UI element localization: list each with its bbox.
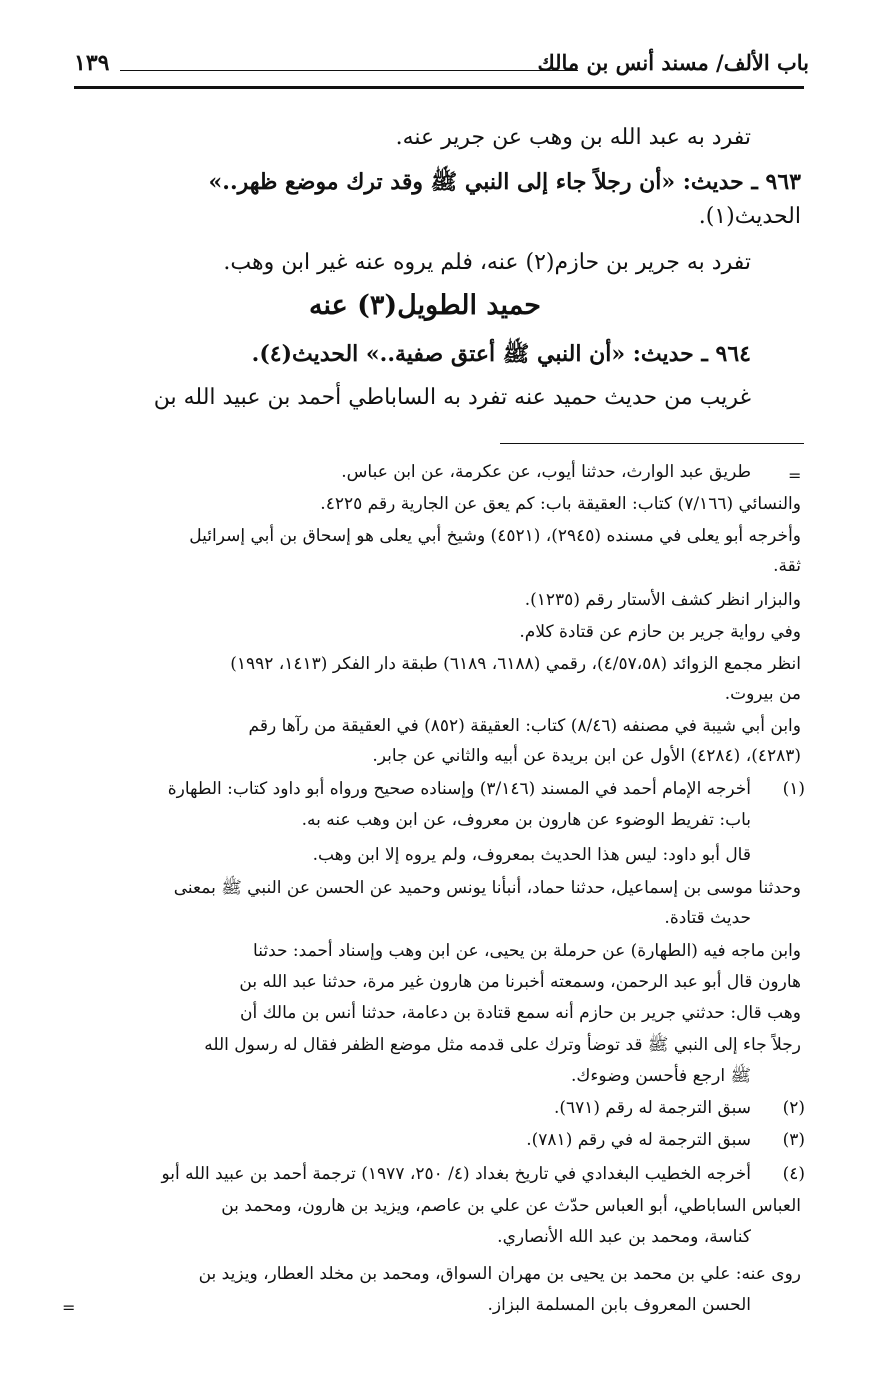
main-line-7: غريب من حديث حميد عنه تفرد به الساباطي أحمد بن عبيد الله بن [153,385,751,410]
footnote-line: وابن أبي شيبة في مصنفه (٨/٤٦) كتاب: العقيقة (٨٥٢) في العقيقة من رآها رقم [248,716,801,736]
footnote-number: (٤) [782,1164,805,1184]
footnote-line: باب: تفريط الوضوء عن هارون بن معروف، عن ابن وهب عنه به. [301,810,751,830]
footnote-line: حديث قتادة. [664,908,751,928]
header-rule [74,86,804,89]
footnote-line: كناسة، ومحمد بن عبد الله الأنصاري. [497,1227,751,1247]
footnote-line: وفي رواية جرير بن حازم عن قتادة كلام. [519,622,801,642]
hadith-963-line: ٩٦٣ ـ حديث: «أن رجلاً جاء إلى النبي ﷺ وقد ترك موضع ظهر..» [208,169,801,195]
hadith-964-line: ٩٦٤ ـ حديث: «أن النبي ﷺ أعتق صفية..» الحديث(٤). [251,341,751,367]
page-number: ١٣٩ [74,50,110,76]
footnote-line: رجلاً جاء إلى النبي ﷺ قد توضأ وترك على قدمه مثل موضع الظفر فقال له رسول الله [204,1035,801,1055]
footnote-separator [500,443,804,444]
footnote-line: العباس الساباطي، أبو العباس حدّث عن علي بن عاصم، ويزيد بن هارون، ومحمد بن [221,1196,801,1216]
footnote-line: وابن ماجه فيه (الطهارة) عن حرملة بن يحيى، عن ابن وهب وإسناد أحمد: حدثنا [253,941,801,961]
header-dash-line [120,70,578,71]
footnote-line: وأخرجه أبو يعلى في مسنده (٢٩٤٥)، (٤٥٢١) وشيخ أبي يعلى هو إسحاق بن أبي إسرائيل [189,526,801,546]
footnote-line: سبق الترجمة له في رقم (٧٨١). [526,1130,751,1150]
footnote-line: والبزار انظر كشف الأستار رقم (١٢٣٥). [524,590,801,610]
footnote-number: (٣) [782,1130,805,1150]
footnote-line: انظر مجمع الزوائد (٤/٥٧،٥٨)، رقمي (٦١٨٨، ٦١٨٩) طبقة دار الفكر (١٤١٣، ١٩٩٢) [230,654,801,674]
continuation-mark-end: = [62,1298,76,1317]
footnote-line: من بيروت. [724,684,801,704]
footnote-line: وهب قال: حدثني جرير بن حازم أنه سمع قتادة بن دعامة، حدثنا أنس بن مالك أن [239,1003,801,1023]
footnote-line: ثقة. [773,556,801,576]
footnote-line: ﷺ ارجع فأحسن وضوءك. [571,1066,751,1086]
footnote-line: والنسائي (٧/١٦٦) كتاب: العقيقة باب: كم يعق عن الجارية رقم ٤٢٢٥. [320,494,801,514]
footnote-number: (١) [782,779,805,799]
footnote-line: (٤٢٨٣)، (٤٢٨٤) الأول عن ابن بريدة عن أبيه والثاني عن جابر. [372,746,801,766]
footnote-line: روى عنه: علي بن محمد بن يحيى بن مهران السواق، ومحمد بن مخلد العطار، ويزيد بن [198,1264,801,1284]
footnote-line: هارون قال أبو عبد الرحمن، وسمعته أخبرنا من هارون غير مرة، حدثنا عبد الله بن [239,972,801,992]
main-line-1: تفرد به عبد الله بن وهب عن جرير عنه. [395,125,751,150]
footnote-line: أخرجه الخطيب البغدادي في تاريخ بغداد (٤/ ٢٥٠، ١٩٧٧) ترجمة أحمد بن عبيد الله أبو [161,1164,751,1184]
section-heading: حميد الطويل(٣) عنه [308,290,541,321]
footnote-line: الحسن المعروف بابن المسلمة البزاز. [487,1295,751,1315]
footnote-number: (٢) [782,1098,805,1118]
footnote-line: وحدثنا موسى بن إسماعيل، حدثنا حماد، أنبأنا يونس وحميد عن الحسن عن النبي ﷺ بمعنى [173,878,801,898]
main-line-4: تفرد به جرير بن حازم(٢) عنه، فلم يروه عنه غير ابن وهب. [223,250,751,275]
footnote-line: أخرجه الإمام أحمد في المسند (٣/١٤٦) وإسناده صحيح ورواه أبو داود كتاب: الطهارة [167,779,751,799]
footnote-line: طريق عبد الوارث، حدثنا أيوب، عن عكرمة، عن ابن عباس. [341,462,751,482]
continuation-mark: = [788,466,802,485]
footnote-line: سبق الترجمة له رقم (٦٧١). [553,1098,751,1118]
footnote-line: قال أبو داود: ليس هذا الحديث بمعروف، ولم يروه إلا ابن وهب. [312,845,751,865]
main-line-3: الحديث(١). [698,204,801,229]
running-header-title: باب الألف/ مسند أنس بن مالك [537,50,809,75]
